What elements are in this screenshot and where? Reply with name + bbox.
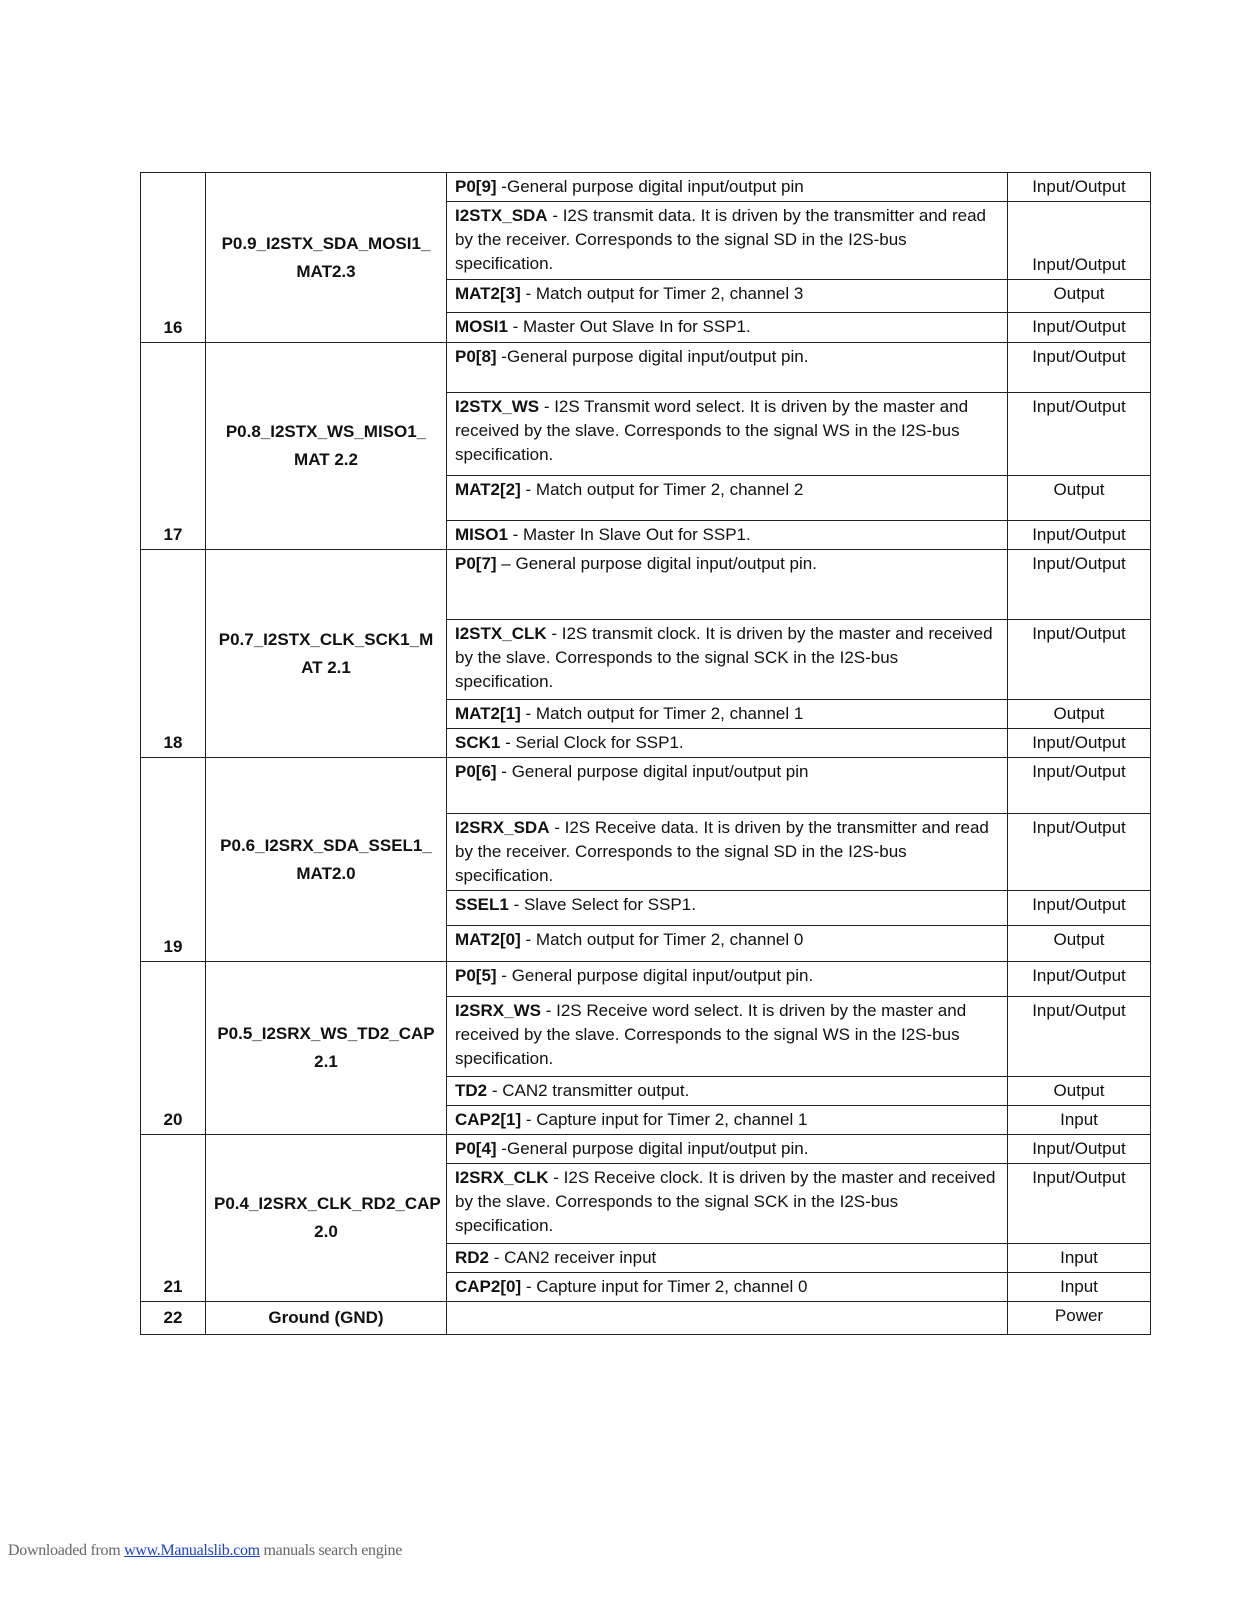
signal-separator: - [500, 733, 516, 752]
pin-number: 18 [141, 550, 206, 758]
pin-number: 19 [141, 758, 206, 962]
table-row [141, 173, 1151, 202]
signal-description: Match output for Timer 2, channel 3 [535, 284, 804, 303]
function-description [447, 1244, 1008, 1273]
signal-name: SCK1 [455, 733, 501, 752]
signal-separator: - [487, 1081, 503, 1100]
signal-separator: - [496, 762, 512, 781]
signal-name: I2SRX_SDA [455, 818, 550, 837]
signal-separator: - [548, 1168, 564, 1187]
signal-name: TD2 [455, 1081, 488, 1100]
signal-name: P0[5] [455, 966, 497, 985]
signal-description: General purpose digital input/output pin. [506, 1139, 809, 1158]
pin-direction: Input/Output [1008, 891, 1151, 926]
pin-name: P0.5_I2SRX_WS_TD2_CAP 2.1 [206, 962, 447, 1135]
download-footer [8, 1542, 402, 1560]
pin-direction: Input/Output [1008, 313, 1151, 343]
pin-direction: Input/Output [1008, 1135, 1151, 1164]
signal-name: CAP2[0] [455, 1277, 522, 1296]
signal-name: MOSI1 [455, 317, 508, 336]
signal-description: General purpose digital input/output pin [511, 762, 809, 781]
signal-description: General purpose digital input/output pin [506, 177, 804, 196]
pin-number: 16 [141, 173, 206, 343]
signal-description: I2S transmit clock. It is driven by the master and received by the slave. Corresponds to the signal SCK in the I2S-bus specification. [455, 624, 993, 691]
table-row [141, 1135, 1151, 1164]
pin-name: P0.7_I2STX_CLK_SCK1_M AT 2.1 [206, 550, 447, 758]
signal-separator: - [507, 525, 524, 544]
signal-separator: – [496, 554, 516, 573]
function-description [447, 729, 1008, 758]
pin-direction: Input/Output [1008, 814, 1151, 891]
table-row [141, 343, 1151, 393]
pin-direction: Input/Output [1008, 173, 1151, 202]
signal-description: Capture input for Timer 2, channel 1 [536, 1110, 808, 1129]
signal-separator: - [489, 1248, 505, 1267]
function-description [447, 1302, 1008, 1335]
pin-direction: Input [1008, 1273, 1151, 1302]
pin-direction: Input [1008, 1106, 1151, 1135]
pin-direction: Input/Output [1008, 729, 1151, 758]
pin-number: 20 [141, 962, 206, 1135]
function-description [447, 550, 1008, 620]
signal-description: Serial Clock for SSP1. [515, 733, 684, 752]
function-description [447, 1273, 1008, 1302]
signal-separator: - [496, 966, 512, 985]
pin-direction: Output [1008, 476, 1151, 521]
function-description [447, 1077, 1008, 1106]
signal-name: P0[6] [455, 762, 497, 781]
function-description [447, 700, 1008, 729]
pin-number: 21 [141, 1135, 206, 1302]
function-description [447, 343, 1008, 393]
signal-separator: - [496, 177, 507, 196]
function-description [447, 962, 1008, 997]
signal-name: P0[8] [455, 347, 497, 366]
signal-description: Match output for Timer 2, channel 1 [535, 704, 804, 723]
function-description [447, 280, 1008, 313]
pin-direction: Input/Output [1008, 620, 1151, 700]
signal-name: P0[9] [455, 177, 497, 196]
signal-separator: - [496, 1139, 507, 1158]
signal-description: I2S Receive word select. It is driven by the master and received by the slave. Corresponds to the signal WS in the I2S-bus specification. [455, 1001, 967, 1068]
signal-separator: - [508, 895, 524, 914]
pin-direction: Input [1008, 1244, 1151, 1273]
signal-name: I2STX_SDA [455, 206, 548, 225]
signal-separator: - [496, 347, 507, 366]
signal-separator: - [521, 1277, 537, 1296]
pin-description-table [140, 172, 1151, 1335]
signal-name: RD2 [455, 1248, 490, 1267]
table-row [141, 962, 1151, 997]
signal-separator: - [520, 480, 536, 499]
signal-name: I2SRX_WS [455, 1001, 541, 1020]
pin-direction: Input/Output [1008, 343, 1151, 393]
pin-number: 22 [141, 1302, 206, 1335]
pin-direction: Power [1008, 1302, 1151, 1335]
pin-direction: Input/Output [1008, 962, 1151, 997]
function-description [447, 758, 1008, 814]
table-row [141, 758, 1151, 814]
signal-separator: - [520, 704, 536, 723]
pin-name: Ground (GND) [206, 1302, 447, 1335]
signal-separator: - [520, 284, 536, 303]
function-description [447, 476, 1008, 521]
signal-name: MAT2[2] [455, 480, 521, 499]
function-description [447, 393, 1008, 476]
signal-description: I2S Receive data. It is driven by the transmitter and read by the receiver. Corresponds to the signal SD in the I2S-bus specification. [455, 818, 989, 885]
pin-direction: Input/Output [1008, 758, 1151, 814]
function-description [447, 1135, 1008, 1164]
pin-direction: Input/Output [1008, 393, 1151, 476]
signal-name: I2STX_WS [455, 397, 540, 416]
pin-table-body [141, 173, 1151, 1335]
signal-description: Match output for Timer 2, channel 0 [535, 930, 804, 949]
pin-direction: Output [1008, 1077, 1151, 1106]
function-description [447, 891, 1008, 926]
signal-description: Master In Slave Out for SSP1. [523, 525, 751, 544]
pin-name: P0.4_I2SRX_CLK_RD2_CAP 2.0 [206, 1135, 447, 1302]
signal-name: MISO1 [455, 525, 508, 544]
pin-direction: Input/Output [1008, 521, 1151, 550]
footer-prefix: Downloaded from [8, 1542, 125, 1559]
pin-direction: Input/Output [1008, 1164, 1151, 1244]
pin-name: P0.6_I2SRX_SDA_SSEL1_ MAT2.0 [206, 758, 447, 962]
signal-separator: - [520, 930, 536, 949]
signal-separator: - [549, 818, 565, 837]
signal-name: MAT2[3] [455, 284, 521, 303]
pin-direction: Input/Output [1008, 550, 1151, 620]
signal-description: General purpose digital input/output pin. [511, 966, 814, 985]
signal-separator: - [547, 206, 563, 225]
function-description [447, 202, 1008, 280]
signal-description: Slave Select for SSP1. [523, 895, 696, 914]
signal-name: P0[4] [455, 1139, 497, 1158]
signal-separator: - [539, 397, 555, 416]
pin-direction: Output [1008, 700, 1151, 729]
signal-name: I2STX_CLK [455, 624, 547, 643]
pin-name: P0.9_I2STX_SDA_MOSI1_ MAT2.3 [206, 173, 447, 343]
function-description [447, 521, 1008, 550]
manualslib-link[interactable]: www.Manualslib.com [124, 1542, 260, 1559]
pin-direction: Input/Output [1008, 997, 1151, 1077]
function-description [447, 997, 1008, 1077]
signal-description: I2S Transmit word select. It is driven by the master and received by the slave. Corresponds to the signal WS in the I2S-bus specification. [455, 397, 969, 464]
pin-direction: Input/Output [1008, 202, 1151, 280]
pin-number: 17 [141, 343, 206, 550]
signal-description: Match output for Timer 2, channel 2 [535, 480, 804, 499]
function-description [447, 1164, 1008, 1244]
signal-name: CAP2[1] [455, 1110, 522, 1129]
pin-direction: Output [1008, 926, 1151, 962]
function-description [447, 313, 1008, 343]
pin-direction: Output [1008, 280, 1151, 313]
signal-separator: - [546, 624, 562, 643]
signal-name: P0[7] [455, 554, 497, 573]
table-row [141, 550, 1151, 620]
signal-separator: - [507, 317, 524, 336]
signal-name: SSEL1 [455, 895, 509, 914]
signal-separator: - [540, 1001, 557, 1020]
function-description [447, 926, 1008, 962]
signal-description: CAN2 transmitter output. [502, 1081, 690, 1100]
table-row [141, 1302, 1151, 1335]
function-description [447, 173, 1008, 202]
signal-name: MAT2[0] [455, 930, 521, 949]
signal-description: General purpose digital input/output pin. [515, 554, 817, 573]
pin-name: P0.8_I2STX_WS_MISO1_ MAT 2.2 [206, 343, 447, 550]
signal-name: I2SRX_CLK [455, 1168, 549, 1187]
signal-description: CAN2 receiver input [504, 1248, 657, 1267]
signal-description: I2S Receive clock. It is driven by the master and received by the slave. Corresponds to the signal SCK in the I2S-bus specification. [455, 1168, 996, 1235]
function-description [447, 620, 1008, 700]
signal-description: I2S transmit data. It is driven by the transmitter and read by the receiver. Corresponds to the signal SD in the I2S-bus specification. [455, 206, 987, 273]
signal-name: MAT2[1] [455, 704, 521, 723]
footer-suffix: manuals search engine [259, 1542, 403, 1559]
signal-description: Capture input for Timer 2, channel 0 [536, 1277, 808, 1296]
signal-description: Master Out Slave In for SSP1. [523, 317, 751, 336]
function-description [447, 814, 1008, 891]
signal-description: General purpose digital input/output pin. [506, 347, 809, 366]
signal-separator: - [521, 1110, 537, 1129]
function-description [447, 1106, 1008, 1135]
